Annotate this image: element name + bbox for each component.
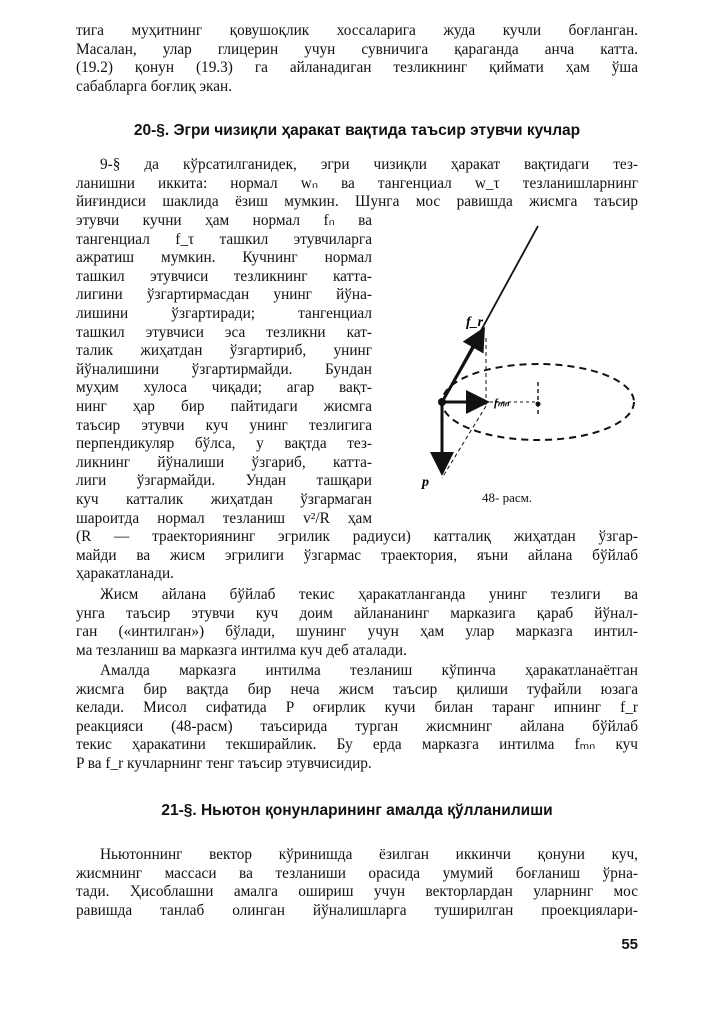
text-line: муҳим хулоса чиқади; агар вақт- [76, 379, 372, 397]
section-21-heading: 21-§. Ньютон қонунларининг амалда қўлланилиши [161, 802, 553, 819]
text-line: (19.2) қонун (19.3) га айланадиган тезликнинг қиймати ҳам ўша [76, 59, 638, 77]
text-line: талик жиҳатдан ўзгартириб, унинг [76, 342, 372, 360]
figure-48-diagram [414, 220, 644, 510]
text-line: ажратиш мумкин. Кучнинг нормал [76, 249, 372, 267]
figure-caption: 48- расм. [482, 490, 533, 505]
section-20-paragraph-2 [76, 586, 638, 660]
section-20-intro [76, 156, 638, 212]
text-line: ташкил этувчиси эса тезликни кат- [76, 323, 372, 341]
text-line: тангенциал f_τ ташкил этувчиларга [76, 230, 372, 248]
label-centripetal-force: fₘₙ [494, 397, 509, 409]
body-point [438, 398, 446, 406]
text-line: лигини ўзгартирмасдан унинг йўна- [76, 286, 372, 304]
label-reaction-force: f_r [466, 315, 484, 330]
text-line: ҳаракатланади. [76, 565, 174, 583]
text-line: йўналишини ўзгартирмайди. Бундан [76, 360, 372, 378]
page-number: 55 [621, 936, 638, 953]
text-line: равишда танлаб олинган йўналишларга туширилган проекциялари- [76, 901, 638, 919]
center-point [536, 402, 541, 407]
text-line: ма тезланиш ва марказга интилма куч деб аталади. [76, 641, 407, 659]
text-line: нинг ҳар бир пайтидаги жисмга [76, 397, 372, 415]
text-line: ган («интилган») бўлади, шунинг учун ҳам улар марказга интил- [76, 623, 638, 641]
text-line: таъсир этувчи куч унинг тезлигига [76, 416, 372, 434]
text-line: перпендикуляр бўлса, у вақтда тез- [76, 435, 372, 453]
text-line: Масалан, улар глицерин учун сувничига қараганда анча катта. [76, 40, 638, 58]
text-line: Ньютоннинг вектор кўринишда ёзилган иккинчи қонуни куч, [100, 846, 638, 863]
text-line: Жисм айлана бўйлаб текис ҳаракатланганда унинг тезлиги ва [100, 586, 638, 603]
text-line: тади. Ҳисоблашни амалга ошириш учун векторлардан уларнинг мос [76, 883, 638, 901]
text-line: этувчи кучни ҳам нормал fₙ ва [76, 212, 372, 229]
text-line: лиги ўзгармайди. Ундан ташқари [76, 472, 372, 490]
reaction-force-arrow [442, 332, 482, 402]
section-21-paragraph [76, 846, 638, 920]
text-line: 9-§ да кўрсатилганидек, эгри чизиқли ҳаракат вақтидаги тез- [100, 156, 638, 173]
text-line: йиғиндиси шаклида ёзиш мумкин. Шунга мос равишда жисмга таъсир [76, 193, 638, 211]
helper-dash-diagonal [442, 406, 486, 478]
section-20-wrapped-text [76, 212, 372, 528]
text-line: сабабларга боғлиқ экан. [76, 77, 233, 95]
top-paragraph [76, 22, 638, 96]
label-gravity: p [422, 475, 429, 490]
text-line: майди ва жисм эгрилиги ўзгармас траектория, яъни айлана бўйлаб [76, 546, 638, 564]
text-line: ташкил этувчиси тезликнинг катта- [76, 267, 372, 285]
text-line: ликнинг йўналиши ўзгариб, катта- [76, 453, 372, 471]
text-line: жисмга бир вақтда бир неча жисм таъсир қилиши туфайли юзага [76, 680, 638, 698]
text-line: куч катталик жиҳатдан ўзгармаган [76, 490, 372, 508]
text-line: (R — траекториянинг эгрилик радиуси) катталиқ жиҳатдан ўзгар- [76, 528, 638, 545]
section-20-heading: 20-§. Эгри чизиқли ҳаракат вақтида таъсир этувчи кучлар [133, 122, 581, 139]
text-line: жисмнинг массаси ва тезланиши орасида умумий боғланиш ўрна- [76, 864, 638, 882]
text-line: текис ҳаракатини текширайлик. Бу ерда марказга интилма fₘₙ куч [76, 736, 638, 754]
text-line: Амалда марказга интилма тезланиш кўпинча ҳаракатланаётган [100, 662, 638, 679]
text-line: тига муҳитнинг қовушоқлик хоссаларига жуда кучли боғланган. [76, 22, 638, 39]
text-line: лишини ўзгартиради; тангенциал [76, 304, 372, 322]
section-20-continuation [76, 528, 638, 584]
text-line: P ва f_r кучларнинг тенг таъсир этувчисидир. [76, 754, 372, 772]
section-20-paragraph-3 [76, 662, 638, 774]
text-line: унга таъсир этувчи куч доим айлананинг марказига қараб йўнал- [76, 604, 638, 622]
text-line: ланишни иккита: нормал wₙ ва тангенциал w_τ тезланишларнинг [76, 174, 638, 192]
text-line: реакцияси (48-расм) таъсирида турган жисмнинг айлана бўйлаб [76, 717, 638, 735]
text-line: келади. Мисол сифатида P оғирлик кучи билан таранг ипнинг f_r [76, 699, 638, 717]
text-line: шароитда нормал тезланиш v²/R ҳам [76, 509, 372, 527]
